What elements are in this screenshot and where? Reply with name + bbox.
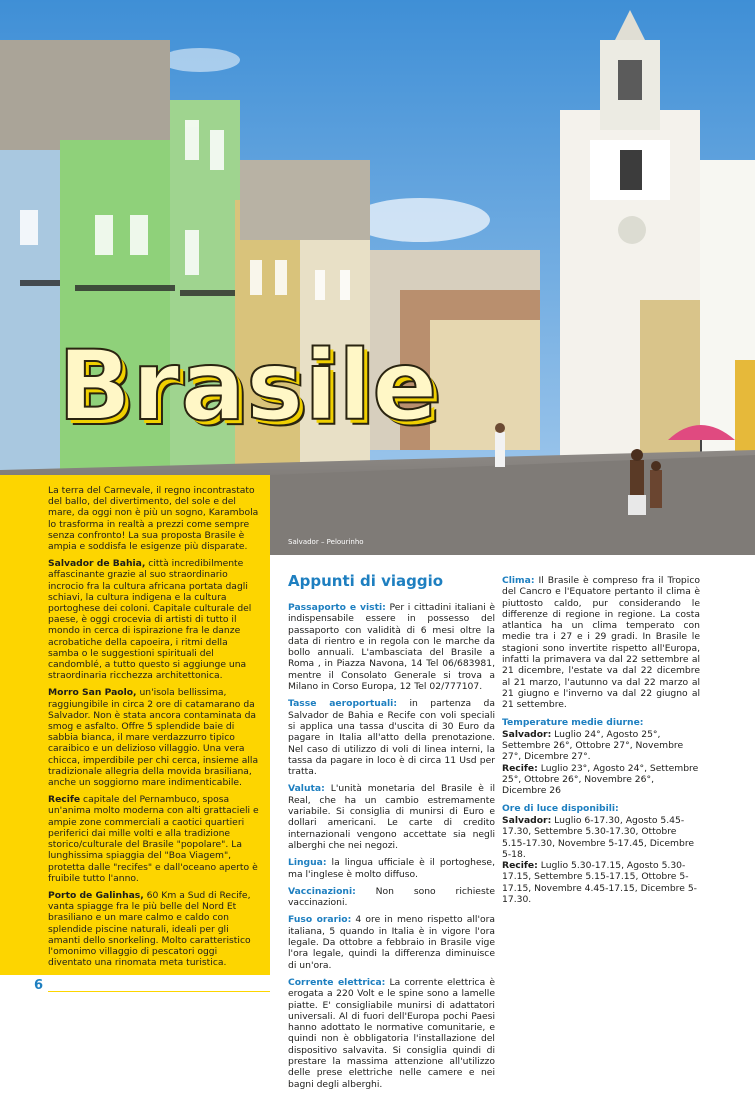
recife-heading: Recife bbox=[48, 794, 81, 806]
daylight-heading: Ore di luce disponibili: bbox=[502, 802, 619, 814]
salvador-paragraph bbox=[48, 558, 260, 681]
morro-heading: Morro San Paolo, bbox=[48, 687, 137, 699]
section-heading: Appunti di viaggio bbox=[288, 572, 444, 590]
electricity-note bbox=[288, 977, 495, 1090]
daylight-recife-label: Recife: bbox=[502, 860, 538, 872]
footer-rule bbox=[48, 991, 270, 992]
passport-note bbox=[288, 602, 495, 692]
intro-text bbox=[48, 485, 260, 974]
tax-note bbox=[288, 698, 495, 777]
climate-text: Il Brasile è compreso fra il Tropico del Cancro e l'Equatore pertanto il clima è piuttosto caldo, pur considerando le differenze di regione in regione. La costa atlantica ha un clima temperato con medie tra i 27 e i 29 gradi. In Brasile le stagioni sono invertite rispetto all'Europa, infatti la primavera va dal 22 settembre al 21 dicembre, l'estate va dal 22 dicembre al 21 marzo, l'autunno va dal 22 marzo al 21 giugno e l'inverno va dal 22 giugno al 21 settembre. bbox=[502, 575, 700, 711]
currency-note bbox=[288, 783, 495, 851]
porto-text: 60 Km a Sud di Recife, vanta spiagge fra le più belle del Nord Et brasiliano e un mare calmo e caldo con splendide piscine naturali, ideali per gli amanti dello snorkeling. Molto caratteristico l'omonimo villaggio di pescatori oggi diventato una rinomata meta turistica. bbox=[48, 889, 251, 969]
daylight-recife bbox=[502, 860, 700, 905]
passport-heading: Passaporto e visti: bbox=[288, 602, 386, 613]
timezone-note bbox=[288, 914, 495, 970]
currency-heading: Valuta: bbox=[288, 783, 325, 795]
tax-text: in partenza da Salvador de Bahia e Recife con voli speciali si applica una tassa d'uscita di 30 Euro da pagare in Italia all'atto della prenotazione. Nel caso di utilizzo di voli di linea interni, la tassa da pagare in loco è di circa 11 Usd per tratta. bbox=[288, 698, 495, 778]
notes-column-1 bbox=[288, 572, 495, 1096]
daylight-salvador-label: Salvador: bbox=[502, 814, 552, 826]
notes-column-2 bbox=[502, 575, 700, 905]
recife-paragraph bbox=[48, 794, 260, 884]
timezone-heading: Fuso orario: bbox=[288, 914, 352, 926]
recife-text: capitale del Pernambuco, sposa un'anima molto moderna con alti grattacieli e ampie zone commerciali a caotici quartieri periferici dai mille volti e alla tradizione storico/culturale del Brasile "popolare". La lunghissima spiaggia del "Boa Viagem", protetta dalle "recifes" e dall'oceano aperto è fruibile tutto l'anno. bbox=[48, 794, 259, 884]
morro-text: un'isola bellissima, raggiungibile in circa 2 ore di catamarano da Salvador. Non è stata ancora contaminata da smog e asfalto. Offre 5 splendide baie di sabbia bianca, il mare verdazzurro tipico caraibico e un delizioso villaggio. Una vera chicca, imperdibile per chi cerca, insieme alla tradizionale allegria della movida brasiliana, anche un soggiorno mare indimenticabile. bbox=[48, 687, 259, 789]
page-title: Brasile bbox=[58, 330, 439, 442]
temperature-salvador bbox=[502, 729, 700, 763]
temperature-recife-text: Luglio 23°, Agosto 24°, Settembre 25°, Ottobre 26°, Novembre 26°, Dicembre 26 bbox=[502, 762, 699, 797]
porto-heading: Porto de Galinhas, bbox=[48, 889, 144, 901]
temperature-recife bbox=[502, 763, 700, 797]
porto-paragraph bbox=[48, 890, 260, 968]
temperature-salvador-text: Luglio 24°, Agosto 25°, Settembre 26°, Ottobre 27°, Novembre 27°, Dicembre 27°. bbox=[502, 728, 684, 763]
salvador-heading: Salvador de Bahia, bbox=[48, 558, 146, 570]
language-text: la lingua ufficiale è il portoghese, ma l'inglese è molto diffuso. bbox=[288, 857, 495, 880]
climate-note bbox=[502, 575, 700, 711]
timezone-text: 4 ore in meno rispetto all'ora italiana, 5 quando in Italia è in vigore l'ora legale. Da ottobre a febbraio in Brasile vige l'ora legale, quindi la differenza diminuisce di un'ora. bbox=[288, 914, 496, 971]
vaccination-heading: Vaccinazioni: bbox=[288, 885, 356, 897]
photo-caption: Salvador – Pelourinho bbox=[288, 538, 364, 546]
temperature-recife-label: Recife: bbox=[502, 762, 538, 774]
language-heading: Lingua: bbox=[288, 857, 327, 869]
daylight-salvador bbox=[502, 815, 700, 860]
tax-heading: Tasse aeroportuali: bbox=[288, 698, 397, 710]
morro-paragraph bbox=[48, 687, 260, 788]
page-number: 6 bbox=[34, 978, 44, 993]
vaccination-note bbox=[288, 886, 495, 909]
daylight-recife-text: Luglio 5.30-17.15, Agosto 5.30-17.15, Settembre 5.15-17.15, Ottobre 5-17.15, Novembre 4.45-17.15, Dicembre 5-17.30. bbox=[502, 860, 697, 906]
daylight-salvador-text: Luglio 6-17.30, Agosto 5.45-17.30, Settembre 5.30-17.30, Ottobre 5.15-17.30, Novembre 5-17.45, Dicembre 5-18. bbox=[502, 814, 695, 860]
temperature-heading: Temperature medie diurne: bbox=[502, 716, 644, 728]
climate-heading: Clima: bbox=[502, 575, 535, 586]
currency-text: L'unità monetaria del Brasile è il Real, che ha un cambio estremamente variabile. Si consiglia di munirsi di Euro e dollari americani. Le carte di credito internazionali vengono accettate sia negli alberghi che nei negozi. bbox=[288, 783, 495, 851]
electricity-heading: Corrente elettrica: bbox=[288, 976, 386, 988]
electricity-text: La corrente elettrica è erogata a 220 Volt e le spine sono a lamelle piatte. E' consigliabile munirsi di adattatori universali. Al di fuori dell'Europa pochi Paesi hanno adottato le normative comunitarie, e quindi non è obbligatoria l'installazione del dispositivo salvavita. Si consiglia quindi di prestare la massima attenzione all'utilizzo delle prese elettriche nelle camere e nei bagni degli alberghi. bbox=[288, 976, 496, 1090]
passport-text: Per i cittadini italiani è indispensabile essere in possesso del passaporto con validità di 6 mesi oltre la data di rientro e in regola con le marche da bollo annuali. L'ambasciata del Brasile a Roma , in Piazza Navona, 14 Tel 06/683981, mentre il Consolato Generale si trova a Milano in Corso Europa, 12 Tel 02/777107. bbox=[288, 602, 495, 693]
intro-paragraph: La terra del Carnevale, il regno incontrastato del ballo, del divertimento, del sole e del mare, da oggi non è più un sogno, Karambola lo trasforma in realtà a prezzi come sempre senza confronto! La sua proposta Brasile è ampia e soddisfa le esigenze più disparate. bbox=[48, 485, 259, 553]
temperature-salvador-label: Salvador: bbox=[502, 728, 552, 740]
vaccination-text: Non sono richieste vaccinazioni. bbox=[288, 885, 495, 909]
salvador-text: città incredibilmente affascinante grazie al suo straordinario incrocio fra la cultura africana portata dagli schiavi, la cultura indigena e la cultura portoghese dei coloni. Capitale culturale del paese, è oggi crocevia di artisti di tutto il mondo in cerca di ispirazione fra le danze acrobatiche della capoeira, i ritmi della samba o le suggestioni spirituali del candomblé, a tutto questo si aggiunge una straordinaria ricchezza architettonica. bbox=[48, 558, 252, 682]
language-note bbox=[288, 857, 495, 880]
